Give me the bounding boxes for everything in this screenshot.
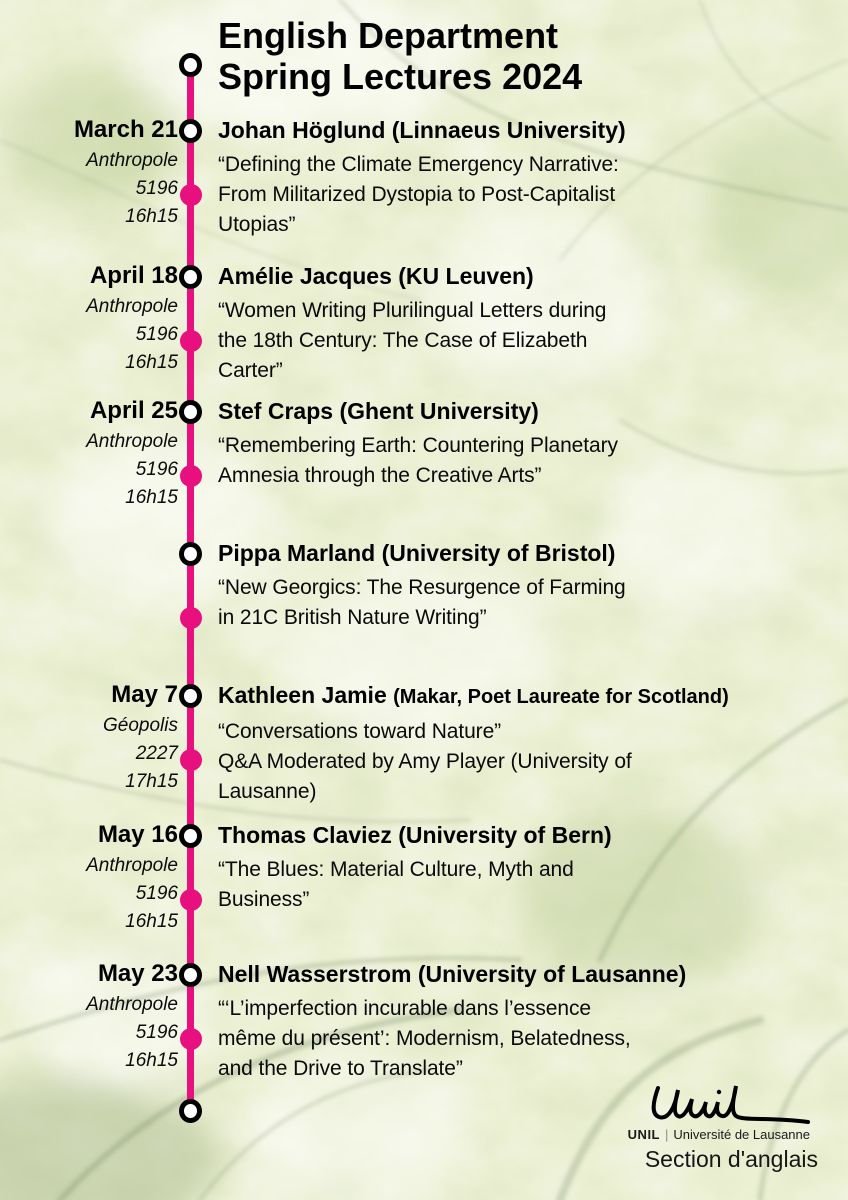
event-venue bbox=[8, 712, 178, 796]
speaker-name: Stef Craps bbox=[218, 398, 334, 424]
timeline-dot bbox=[180, 749, 202, 771]
event-date: May 7 bbox=[111, 681, 178, 708]
lecture-title-line: “Remembering Earth: Countering Planetary bbox=[218, 434, 618, 457]
lecture-title-line: “Women Writing Plurilingual Letters during bbox=[218, 299, 607, 322]
lecture-title-line: Lausanne) bbox=[218, 780, 317, 803]
timeline-event-node bbox=[179, 963, 202, 987]
speaker-name: Johan Höglund bbox=[218, 117, 386, 143]
timeline-end-node bbox=[179, 1099, 202, 1123]
timeline-event-node bbox=[179, 542, 202, 566]
venue-line: 16h15 bbox=[125, 911, 178, 932]
venue-line: 16h15 bbox=[125, 487, 178, 508]
venue-line: 5196 bbox=[135, 1022, 178, 1043]
event-speaker bbox=[218, 820, 842, 850]
speaker-affiliation: (Makar, Poet Laureate for Scotland) bbox=[393, 686, 729, 708]
venue-line: 17h15 bbox=[125, 771, 178, 792]
lecture-title bbox=[218, 431, 842, 491]
speaker-affiliation: (University of Bristol) bbox=[381, 540, 616, 566]
timeline-dot bbox=[180, 330, 202, 352]
speaker-affiliation: (Linnaeus University) bbox=[391, 117, 626, 143]
speaker-name: Kathleen Jamie bbox=[218, 682, 387, 708]
timeline-event-node bbox=[179, 119, 202, 143]
event-speaker bbox=[218, 959, 842, 989]
speaker-name: Nell Wasserstrom bbox=[218, 961, 412, 987]
speaker-affiliation: (KU Leuven) bbox=[398, 263, 534, 289]
event-venue bbox=[8, 147, 178, 231]
venue-line: Anthropole bbox=[86, 855, 178, 876]
lecture-title-line: “The Blues: Material Culture, Myth and bbox=[218, 858, 574, 881]
event-content-column bbox=[218, 261, 842, 386]
lecture-title-line: in 21C British Nature Writing” bbox=[218, 606, 487, 629]
venue-line: 2227 bbox=[135, 743, 178, 764]
event-venue bbox=[8, 428, 178, 512]
unil-footer bbox=[628, 1082, 818, 1173]
lecture-title bbox=[218, 994, 842, 1084]
page-title-line: Spring Lectures 2024 bbox=[218, 56, 583, 97]
venue-line: Géopolis bbox=[103, 715, 178, 736]
venue-line: Anthropole bbox=[86, 994, 178, 1015]
event-date: April 25 bbox=[89, 397, 178, 424]
event-date: April 18 bbox=[89, 262, 178, 289]
event-date-column bbox=[8, 115, 178, 231]
timeline-event-node bbox=[179, 265, 202, 289]
event-date-column bbox=[8, 261, 178, 377]
unil-acronym: UNIL bbox=[627, 1127, 661, 1142]
event-speaker bbox=[218, 115, 842, 145]
unil-script-logo bbox=[646, 1082, 816, 1126]
event-content-column bbox=[218, 680, 842, 807]
venue-line: Anthropole bbox=[86, 296, 178, 317]
lecture-title bbox=[218, 855, 842, 915]
event-speaker bbox=[218, 261, 842, 291]
lecture-title bbox=[218, 296, 842, 386]
speaker-affiliation: (University of Lausanne) bbox=[417, 961, 687, 987]
page-title-line: English Department bbox=[218, 15, 559, 56]
event-speaker bbox=[218, 396, 842, 426]
timeline-event-node bbox=[179, 400, 202, 424]
timeline-dot bbox=[180, 1028, 202, 1050]
lecture-title-line: From Militarized Dystopia to Post-Capitalist bbox=[218, 183, 616, 206]
lecture-title-line: Carter” bbox=[218, 359, 283, 382]
venue-line: 16h15 bbox=[125, 352, 178, 373]
lecture-title-line: the 18th Century: The Case of Elizabeth bbox=[218, 329, 588, 352]
speaker-name: Pippa Marland bbox=[218, 540, 376, 566]
event-content-column bbox=[218, 538, 842, 633]
event-date: May 16 bbox=[97, 821, 178, 848]
lecture-title-line: “Conversations toward Nature” bbox=[218, 720, 502, 743]
lecture-title-line: Q&A Moderated by Amy Player (University of bbox=[218, 750, 632, 773]
timeline-dot bbox=[180, 889, 202, 911]
unil-separator: | bbox=[665, 1127, 669, 1142]
speaker-affiliation: (University of Bern) bbox=[398, 822, 612, 848]
lecture-title-line: “New Georgics: The Resurgence of Farming bbox=[218, 576, 626, 599]
event-date-column bbox=[8, 959, 178, 1075]
venue-line: 5196 bbox=[135, 324, 178, 345]
event-speaker bbox=[218, 680, 842, 712]
event-date: March 21 bbox=[73, 116, 178, 143]
venue-line: 5196 bbox=[135, 178, 178, 199]
timeline-dot bbox=[180, 465, 202, 487]
lecture-title-line: même du présent’: Modernism, Belatedness, bbox=[218, 1027, 631, 1050]
event-date-column bbox=[8, 820, 178, 936]
event-date: May 23 bbox=[97, 960, 178, 987]
lecture-title-line: and the Drive to Translate” bbox=[218, 1057, 463, 1080]
event-date-column bbox=[8, 680, 178, 796]
timeline-rail bbox=[187, 65, 194, 1111]
lecture-title bbox=[218, 573, 842, 633]
lecture-title-line: Business” bbox=[218, 888, 310, 911]
page-title bbox=[218, 15, 582, 97]
venue-line: 16h15 bbox=[125, 206, 178, 227]
lecture-title-line: “Defining the Climate Emergency Narrative: bbox=[218, 153, 619, 176]
timeline-start-node bbox=[179, 53, 202, 77]
event-speaker bbox=[218, 538, 842, 568]
lecture-title-line: Utopias” bbox=[218, 213, 296, 236]
event-venue bbox=[8, 991, 178, 1075]
timeline-event-node bbox=[179, 684, 202, 708]
event-content-column bbox=[218, 820, 842, 915]
venue-line: 16h15 bbox=[125, 1050, 178, 1071]
timeline-dot bbox=[180, 184, 202, 206]
venue-line: 5196 bbox=[135, 459, 178, 480]
speaker-name: Thomas Claviez bbox=[218, 822, 392, 848]
speaker-name: Amélie Jacques bbox=[218, 263, 392, 289]
event-venue bbox=[8, 293, 178, 377]
lecture-title bbox=[218, 150, 842, 240]
venue-line: Anthropole bbox=[86, 431, 178, 452]
unil-university-name: Université de Lausanne bbox=[673, 1127, 810, 1142]
venue-line: 5196 bbox=[135, 883, 178, 904]
lecture-title bbox=[218, 717, 842, 807]
timeline-dot bbox=[180, 607, 202, 629]
timeline-event-node bbox=[179, 824, 202, 848]
speaker-affiliation: (Ghent University) bbox=[339, 398, 539, 424]
event-date-column bbox=[8, 396, 178, 512]
lecture-title-line: “‘L’imperfection incurable dans l’essence bbox=[218, 997, 591, 1020]
section-name: Section d'anglais bbox=[644, 1146, 818, 1172]
event-venue bbox=[8, 852, 178, 936]
venue-line: Anthropole bbox=[86, 150, 178, 171]
lecture-title-line: Amnesia through the Creative Arts” bbox=[218, 464, 542, 487]
event-content-column bbox=[218, 959, 842, 1084]
unil-wordmark bbox=[628, 1127, 810, 1142]
event-content-column bbox=[218, 115, 842, 240]
event-content-column bbox=[218, 396, 842, 491]
